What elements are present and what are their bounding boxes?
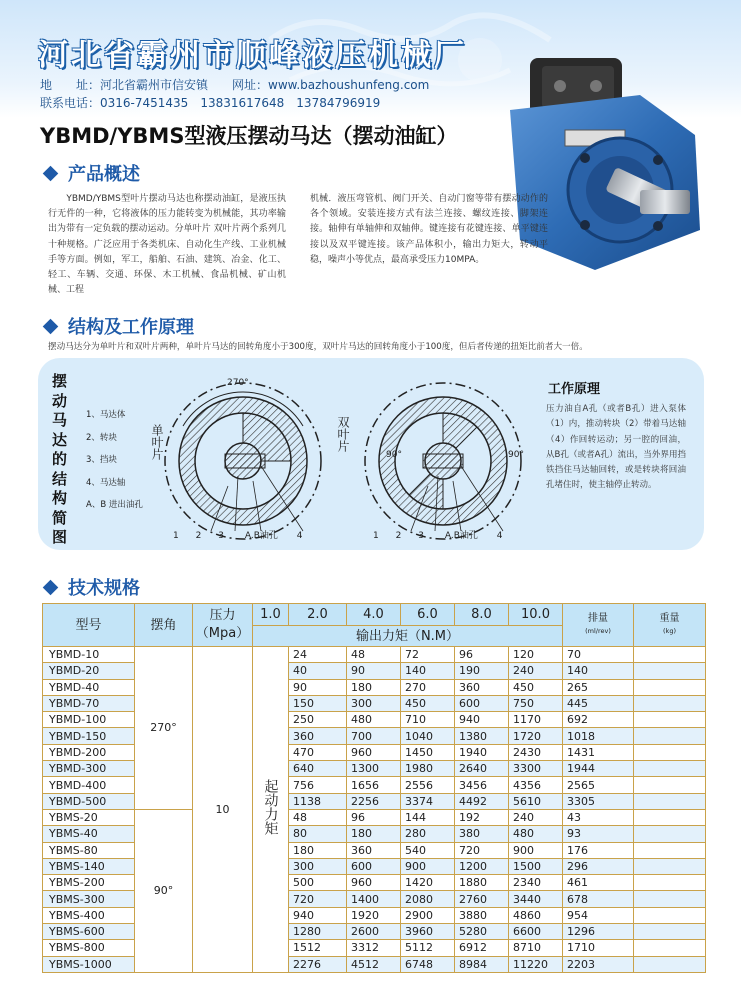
table-cell: 1300 — [347, 761, 401, 777]
table-cell — [634, 924, 706, 940]
angle-cell: 270° — [135, 647, 193, 810]
table-cell: 2203 — [563, 956, 634, 972]
start-torque-label: 起动力矩 — [262, 779, 279, 836]
angle-cell: 90° — [135, 809, 193, 972]
table-cell: 300 — [289, 858, 347, 874]
single-vane-drawing — [165, 383, 321, 539]
table-cell — [634, 940, 706, 956]
table-cell: 1512 — [289, 940, 347, 956]
torque-header: 输出力矩（N.M） — [253, 626, 563, 647]
table-cell: 640 — [289, 761, 347, 777]
overview-heading — [45, 160, 140, 186]
structure-heading — [45, 313, 194, 339]
table-cell: YBMD-150 — [43, 728, 135, 744]
table-cell: YBMD-10 — [43, 647, 135, 663]
table-cell — [634, 744, 706, 760]
table-cell: 96 — [455, 647, 509, 663]
table-cell: 4512 — [347, 956, 401, 972]
table-cell: 1400 — [347, 891, 401, 907]
company-contact: 联系电话：0316-7451435 13831617648 13784796919 — [40, 96, 381, 110]
legend-item: A、B 进出油孔 — [86, 500, 143, 510]
callout: 4 — [496, 531, 503, 541]
table-cell: 940 — [455, 712, 509, 728]
table-cell — [634, 891, 706, 907]
pressure-value: 8.0 — [455, 604, 509, 626]
angle-label-right-a: 90° — [386, 450, 402, 460]
overview-text-col2: 机械．液压弯管机、阀门开关、自动门窗等带有摆动动作的各个领域。安装连接方式有法兰连接、螺纹连接、脚架连接。轴伸有单轴伸和双轴伸。键连接有花键连接、单平键连接以及双平键连接。该产品体积小，输出力矩大，转动平稳，噪声小等优点，最高承受压力10MPA。 — [310, 194, 548, 265]
table-cell: 180 — [347, 826, 401, 842]
angle-label-right-b: 90° — [508, 450, 524, 460]
table-cell: 2565 — [563, 777, 634, 793]
table-cell: 445 — [563, 695, 634, 711]
table-cell: YBMS-80 — [43, 842, 135, 858]
table-cell: 43 — [563, 809, 634, 825]
table-cell: 5610 — [509, 793, 563, 809]
table-cell — [634, 679, 706, 695]
displacement-label: 排量 — [588, 613, 608, 624]
table-cell: 960 — [347, 875, 401, 891]
table-cell: YBMD-70 — [43, 695, 135, 711]
table-cell: 3300 — [509, 761, 563, 777]
table-cell: 180 — [289, 842, 347, 858]
table-cell: YBMS-20 — [43, 809, 135, 825]
table-cell: YBMS-140 — [43, 858, 135, 874]
table-cell: 1940 — [455, 744, 509, 760]
company-name: 河北省霸州市顺峰液压机械厂 — [38, 38, 467, 73]
diagram-vertical-title: 摆动马达的结构简图 — [52, 372, 68, 546]
table-cell: 1656 — [347, 777, 401, 793]
table-cell: 1980 — [401, 761, 455, 777]
table-cell: 4860 — [509, 907, 563, 923]
table-cell: 360 — [289, 728, 347, 744]
col-weight-header — [634, 604, 706, 647]
table-cell: 2080 — [401, 891, 455, 907]
table-cell: 900 — [401, 858, 455, 874]
table-cell: YBMS-800 — [43, 940, 135, 956]
table-cell: 2900 — [401, 907, 455, 923]
structure-title: 结构及工作原理 — [68, 317, 194, 338]
table-cell: 72 — [401, 647, 455, 663]
table-cell: 750 — [509, 695, 563, 711]
table-cell: 480 — [509, 826, 563, 842]
single-vane-label: 单叶片 — [150, 424, 164, 460]
table-cell: 1420 — [401, 875, 455, 891]
table-cell: 2276 — [289, 956, 347, 972]
callout: A.B油孔 — [244, 531, 278, 541]
table-cell: 600 — [455, 695, 509, 711]
specs-title: 技术规格 — [68, 578, 140, 599]
table-cell: 940 — [289, 907, 347, 923]
page-title: YBMD/YBMS型液压摆动马达（摆动油缸） — [40, 124, 458, 148]
table-cell: 120 — [509, 647, 563, 663]
table-cell: 1138 — [289, 793, 347, 809]
table-cell: 180 — [347, 679, 401, 695]
table-cell: 3440 — [509, 891, 563, 907]
table-cell: 700 — [347, 728, 401, 744]
table-cell: 1200 — [455, 858, 509, 874]
col-displacement-header — [563, 604, 634, 647]
pressure-value: 1.0 — [253, 604, 289, 626]
pressure-value: 10.0 — [509, 604, 563, 626]
table-cell: 380 — [455, 826, 509, 842]
table-cell: 140 — [563, 663, 634, 679]
diamond-bullet-icon — [43, 318, 59, 334]
table-cell: 1500 — [509, 858, 563, 874]
table-cell: YBMD-20 — [43, 663, 135, 679]
table-cell — [634, 777, 706, 793]
table-cell: 720 — [289, 891, 347, 907]
table-cell: 692 — [563, 712, 634, 728]
start-torque-cell — [253, 647, 289, 973]
table-cell: 11220 — [509, 956, 563, 972]
table-cell: 140 — [401, 663, 455, 679]
table-cell: YBMS-300 — [43, 891, 135, 907]
table-cell: 270 — [401, 679, 455, 695]
diamond-bullet-icon — [43, 165, 59, 181]
table-cell: 2760 — [455, 891, 509, 907]
table-cell: 144 — [401, 809, 455, 825]
callout: 1 — [373, 531, 379, 541]
table-cell: 540 — [401, 842, 455, 858]
table-cell: 2640 — [455, 761, 509, 777]
table-row — [43, 809, 706, 825]
table-cell — [634, 663, 706, 679]
weight-label: 重量 — [659, 613, 680, 624]
table-cell: 1431 — [563, 744, 634, 760]
table-cell: 1880 — [455, 875, 509, 891]
overview-text-col1: YBMD/YBMS型叶片摆动马达也称摆动油缸，是液压执行无件的一种，它将液体的压力能转变为机械能，其功率输出为带有一定负载的摆动运动。分单叶片 双叶片两个系列几十种规格。广泛应用于各类机床、自动化生产线、工业机械手等方面。例如，军工，船舶、石油、建筑、冶金、化工、轻工、车辆、交通、环保、木工机械、食品机械、矿山机械、工程 — [48, 194, 286, 296]
table-cell — [634, 793, 706, 809]
table-cell: 1450 — [401, 744, 455, 760]
table-cell: YBMS-40 — [43, 826, 135, 842]
table-cell: 2256 — [347, 793, 401, 809]
motor-cross-section-drawings — [143, 366, 538, 548]
table-cell: 2556 — [401, 777, 455, 793]
table-cell: 600 — [347, 858, 401, 874]
table-cell: 48 — [289, 809, 347, 825]
table-cell — [634, 907, 706, 923]
table-cell: 80 — [289, 826, 347, 842]
table-cell: 756 — [289, 777, 347, 793]
table-cell: 1380 — [455, 728, 509, 744]
table-cell: 3374 — [401, 793, 455, 809]
table-cell: 450 — [401, 695, 455, 711]
callout: A.B油孔 — [444, 531, 478, 541]
table-cell: 90 — [289, 679, 347, 695]
specs-heading — [45, 574, 140, 600]
table-cell: 240 — [509, 663, 563, 679]
table-row — [43, 647, 706, 663]
callout: 4 — [296, 531, 303, 541]
table-cell: 3960 — [401, 924, 455, 940]
table-cell: 1018 — [563, 728, 634, 744]
structure-diagram-panel — [38, 358, 704, 550]
table-cell: 190 — [455, 663, 509, 679]
table-cell: YBMD-200 — [43, 744, 135, 760]
table-cell: 24 — [289, 647, 347, 663]
angle-label-left: 270° — [227, 378, 249, 388]
table-cell — [634, 809, 706, 825]
table-cell: 2600 — [347, 924, 401, 940]
table-cell: 6912 — [455, 940, 509, 956]
table-cell: YBMD-300 — [43, 761, 135, 777]
table-cell: 1296 — [563, 924, 634, 940]
table-cell: 250 — [289, 712, 347, 728]
table-cell: 1280 — [289, 924, 347, 940]
overview-title: 产品概述 — [68, 164, 140, 185]
left-callouts — [173, 528, 302, 541]
legend-item: 1、马达体 — [86, 410, 126, 420]
callout: 3 — [218, 531, 224, 541]
double-vane-label: 双叶片 — [336, 416, 350, 452]
table-cell: 192 — [455, 809, 509, 825]
table-cell — [634, 728, 706, 744]
callout: 3 — [418, 531, 424, 541]
col-angle-header: 摆角 — [135, 604, 193, 647]
table-cell: 1920 — [347, 907, 401, 923]
table-cell: 8984 — [455, 956, 509, 972]
table-cell: 240 — [509, 809, 563, 825]
table-cell: 360 — [347, 842, 401, 858]
table-cell: 8710 — [509, 940, 563, 956]
col-pressure-header — [193, 604, 253, 647]
weight-unit: (kg) — [663, 627, 676, 635]
table-cell: 90 — [347, 663, 401, 679]
callout: 2 — [195, 531, 202, 541]
table-cell — [634, 761, 706, 777]
table-cell: 3456 — [455, 777, 509, 793]
callout: 2 — [395, 531, 402, 541]
callout: 1 — [173, 531, 179, 541]
table-cell: 96 — [347, 809, 401, 825]
table-cell: 4356 — [509, 777, 563, 793]
table-cell: 300 — [347, 695, 401, 711]
table-cell: 70 — [563, 647, 634, 663]
table-cell: 2340 — [509, 875, 563, 891]
table-cell: 1170 — [509, 712, 563, 728]
table-cell: 48 — [347, 647, 401, 663]
table-cell — [634, 956, 706, 972]
table-cell: YBMS-1000 — [43, 956, 135, 972]
table-cell: YBMD-400 — [43, 777, 135, 793]
structure-intro: 摆动马达分为单叶片和双叶片两种，单叶片马达的回转角度小于300度，双叶片马达的回转角度小于100度，但后者传递的扭矩比前者大一倍。 — [48, 342, 588, 352]
table-cell: 5280 — [455, 924, 509, 940]
table-cell: YBMS-400 — [43, 907, 135, 923]
table-cell — [634, 826, 706, 842]
pressure-value: 4.0 — [347, 604, 401, 626]
table-cell: 150 — [289, 695, 347, 711]
table-cell: 360 — [455, 679, 509, 695]
table-cell: 500 — [289, 875, 347, 891]
table-cell — [634, 712, 706, 728]
table-cell: 3880 — [455, 907, 509, 923]
table-cell: 954 — [563, 907, 634, 923]
table-cell — [634, 858, 706, 874]
pressure-value: 6.0 — [401, 604, 455, 626]
table-cell: 480 — [347, 712, 401, 728]
table-cell: 720 — [455, 842, 509, 858]
spec-table-body — [43, 647, 706, 973]
table-cell — [634, 875, 706, 891]
diagram-legend — [86, 404, 143, 517]
col-model-header: 型号 — [43, 604, 135, 647]
table-cell: 960 — [347, 744, 401, 760]
table-cell: 296 — [563, 858, 634, 874]
table-cell: 461 — [563, 875, 634, 891]
table-cell: 1040 — [401, 728, 455, 744]
pressure-cell: 10 — [193, 647, 253, 973]
table-cell: 678 — [563, 891, 634, 907]
table-cell: YBMS-200 — [43, 875, 135, 891]
table-cell: 40 — [289, 663, 347, 679]
principle-text: 压力油自A孔（或者B孔）进入泵体（1）内，推动转块（2）带着马达轴（4）作回转运动；另一腔的回油，从B孔（或者A孔）流出，当外界用挡铁挡住马达轴回转，或是转块将回油孔堵住时，使主轴停止转动。 — [546, 404, 686, 491]
displacement-unit: (ml/rev) — [585, 627, 611, 635]
table-cell: YBMD-500 — [43, 793, 135, 809]
table-cell — [634, 695, 706, 711]
legend-item: 4、马达轴 — [86, 477, 126, 488]
table-cell: 470 — [289, 744, 347, 760]
pressure-value: 2.0 — [289, 604, 347, 626]
legend-item: 3、挡块 — [86, 455, 117, 465]
table-cell: 6748 — [401, 956, 455, 972]
table-cell: 93 — [563, 826, 634, 842]
company-address: 地 址：河北省霸州市信安镇 网址：www.bazhoushunfeng.com — [40, 78, 430, 92]
right-callouts — [373, 528, 502, 541]
pressure-unit: （Mpa） — [195, 626, 250, 641]
table-cell: YBMS-600 — [43, 924, 135, 940]
table-cell: 710 — [401, 712, 455, 728]
table-cell: 280 — [401, 826, 455, 842]
table-cell: 1720 — [509, 728, 563, 744]
table-cell: YBMD-40 — [43, 679, 135, 695]
table-cell: 1944 — [563, 761, 634, 777]
table-cell: 3312 — [347, 940, 401, 956]
table-cell: 176 — [563, 842, 634, 858]
table-cell: 3305 — [563, 793, 634, 809]
table-cell: 5112 — [401, 940, 455, 956]
table-cell: 450 — [509, 679, 563, 695]
pressure-label: 压力 — [209, 608, 236, 623]
table-cell: 265 — [563, 679, 634, 695]
table-cell: 2430 — [509, 744, 563, 760]
table-cell: 900 — [509, 842, 563, 858]
table-cell: 6600 — [509, 924, 563, 940]
double-vane-drawing — [365, 383, 521, 539]
table-cell: 1710 — [563, 940, 634, 956]
principle-title: 工作原理 — [548, 382, 601, 397]
diamond-bullet-icon — [43, 579, 59, 595]
legend-item: 2、转块 — [86, 432, 117, 443]
table-cell — [634, 647, 706, 663]
spec-table — [42, 603, 706, 973]
table-cell — [634, 842, 706, 858]
table-cell: 4492 — [455, 793, 509, 809]
table-cell: YBMD-100 — [43, 712, 135, 728]
